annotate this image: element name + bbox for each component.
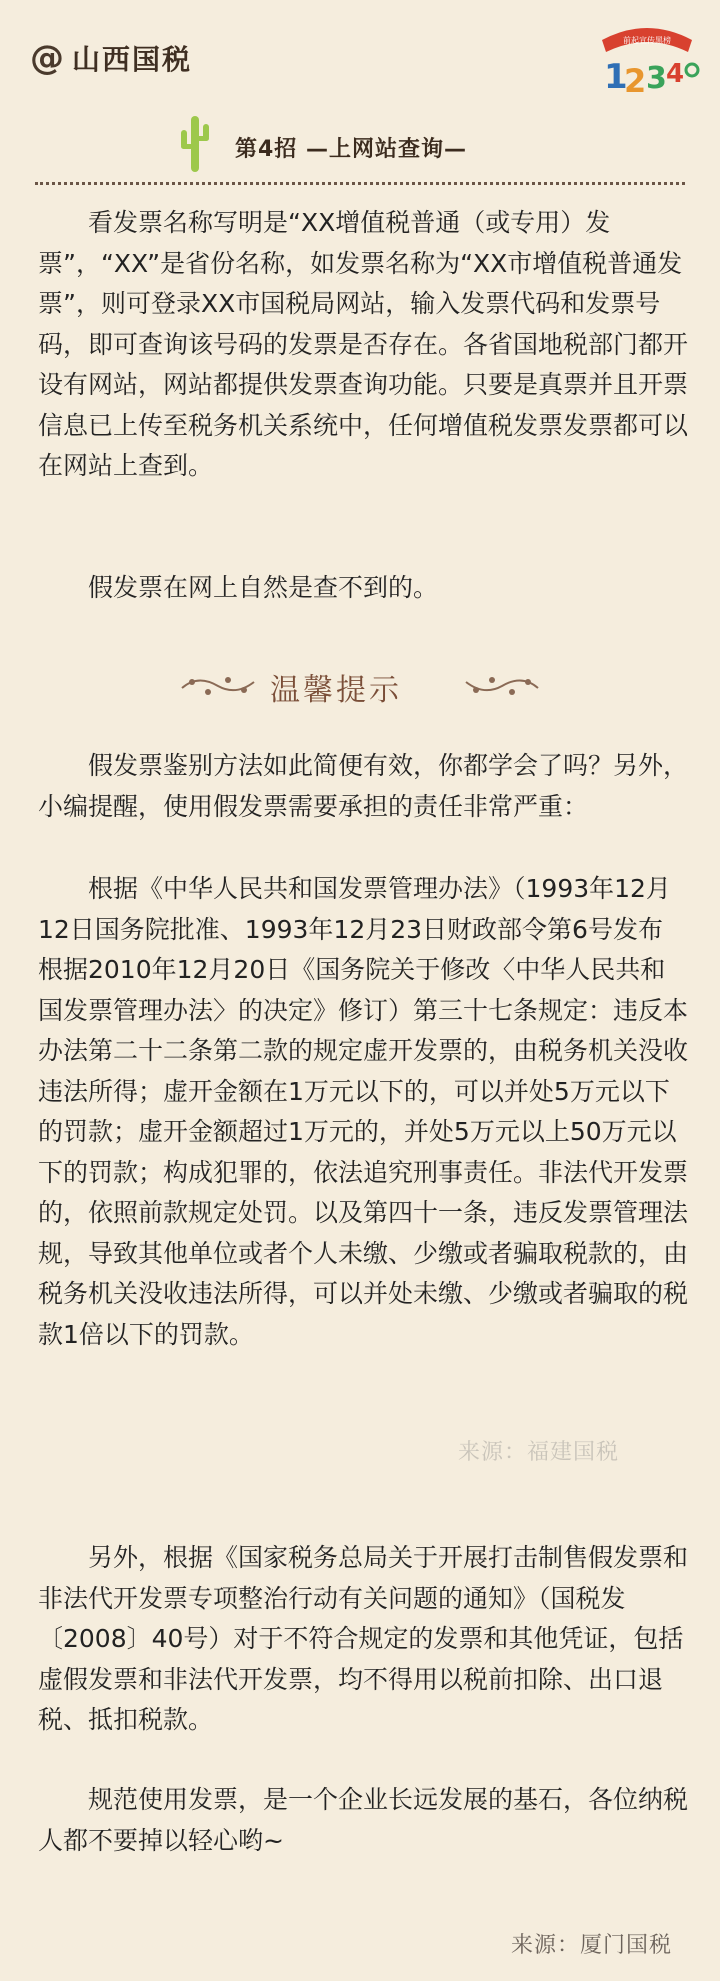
svg-text:2: 2	[624, 62, 647, 100]
floral-ornament-left-icon	[178, 670, 258, 700]
paragraph-fake-not-found: 假发票在网上自然是查不到的。	[88, 573, 439, 602]
brand-logo	[30, 38, 192, 78]
svg-text:1: 1	[604, 57, 628, 97]
at-icon: @	[30, 38, 64, 78]
header	[0, 0, 720, 110]
cactus-icon	[178, 112, 212, 176]
brand-name: 山西国税	[72, 43, 193, 76]
paragraph-notice: 另外，根据《国家税务总局关于开展打击制售假发票和非法代开发票专项整治行动有关问题的通知》（国税发〔2008〕40号）对于不符合规定的发票和其他凭证，包括虚假发票和非法代开发票，均不得用以税前扣除、出口退税、抵扣税款。	[38, 1543, 689, 1734]
tip-title: 温馨提示	[270, 673, 402, 708]
paragraph-website-check: 看发票名称写明是“XX增值税普通（或专用）发票”，“XX”是省份名称，如发票名称为“XX市增值税普通发票”，则可登录XX市国税局网站，输入发票代码和发票号码，即可查询该号码的发票是否存在。各省国地税部门都开设有网站，网站都提供发票查询功能。只要是真票并且开票信息已上传至税务机关系统中，任何增值税发票发票都可以在网站上查到。	[38, 208, 689, 480]
dotted-divider	[35, 182, 685, 185]
badge-top-text: 前起宣传黑榜	[623, 36, 671, 45]
watermark: 来源：福建国税	[458, 1440, 620, 1465]
floral-ornament-right-icon	[462, 670, 542, 700]
paragraph-closing: 规范使用发票，是一个企业长远发展的基石，各位纳税人都不要掉以轻心哟~	[38, 1785, 689, 1855]
paragraph-regulation: 根据《中华人民共和国发票管理办法》（1993年12月12日国务院批准、1993年12月23日财政部令第6号发布 根据2010年12月20日《国务院关于修改〈中华人民共和国发票管理办法〉的决定》修订）第三十七条规定：违反本办法第二十二条第二款的规定虚开发票的，由税务机关没收违法所得；虚开金额在1万元以下的，可以并处5万元以下的罚款；虚开金额超过1万元的，并处5万元以上50万元以下的罚款；构成犯罪的，依法追究刑事责任。非法代开发票的，依照前款规定处罚。以及第四十一条，违反发票管理法规，导致其他单位或者个人未缴、少缴或者骗取税款的，由税务机关没收违法所得，可以并处未缴、少缴或者骗取的税款1倍以下的罚款。	[38, 874, 689, 1349]
svg-text:4: 4	[666, 59, 685, 89]
source-credit: 来源：厦门国税	[510, 1933, 672, 1958]
section-title: 第4招 —上网站查询—	[235, 137, 467, 162]
campaign-badge-icon	[592, 18, 702, 108]
paragraph-tip-intro: 假发票鉴别方法如此简便有效，你都学会了吗？另外，小编提醒，使用假发票需要承担的责任非常严重：	[38, 751, 689, 821]
svg-text:3: 3	[646, 61, 667, 96]
